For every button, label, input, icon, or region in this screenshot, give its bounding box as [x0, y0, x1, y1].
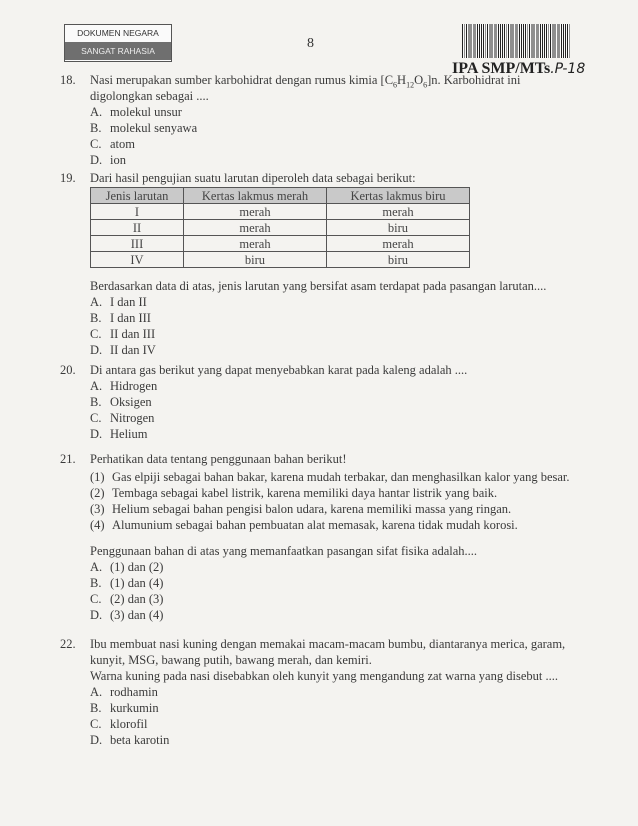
question-20: [60, 362, 570, 442]
option-c[interactable]: C. Nitrogen: [90, 411, 155, 425]
usage-items-list: [90, 469, 570, 533]
table-row: [91, 252, 470, 268]
option-a[interactable]: A. molekul unsur: [90, 105, 182, 119]
question-prompt: Warna kuning pada nasi disebabkan oleh kunyit yang mengandung zat warna yang disebut ....: [90, 669, 558, 683]
option-d[interactable]: D. (3) dan (4): [90, 608, 164, 622]
list-item: (2) Tembaga sebagai kabel listrik, karena memiliki daya hantar listrik yang baik.: [90, 486, 498, 500]
table-cell: biru: [327, 252, 470, 268]
options-list: [90, 559, 570, 623]
exam-code-text: IPA SMP/MTs: [452, 60, 551, 77]
table-cell: merah: [184, 204, 327, 220]
table-cell: merah: [184, 236, 327, 252]
table-cell: II: [91, 220, 184, 236]
table-row: [91, 220, 470, 236]
option-c[interactable]: C. (2) dan (3): [90, 592, 164, 606]
table-cell: IV: [91, 252, 184, 268]
question-stem: Dari hasil pengujian suatu larutan diperoleh data sebagai berikut:: [90, 171, 416, 185]
question-18: [60, 72, 570, 168]
list-item: (1) Gas elpiji sebagai bahan bakar, karena mudah terbakar, dan menghasilkan kalor yang besar.: [90, 470, 570, 484]
option-a[interactable]: A. rodhamin: [90, 685, 158, 699]
question-22: [60, 636, 570, 748]
option-a[interactable]: A. Hidrogen: [90, 379, 158, 393]
list-item: (3) Helium sebagai bahan pengisi balon udara, karena memiliki massa yang ringan.: [90, 502, 512, 516]
option-b[interactable]: B. kurkumin: [90, 701, 159, 715]
table-cell: I: [91, 204, 184, 220]
question-number: 21.: [60, 452, 76, 466]
table-cell: III: [91, 236, 184, 252]
options-list: [90, 294, 570, 358]
barcode-icon: [462, 24, 570, 58]
table-header: Jenis larutan: [91, 188, 184, 204]
options-list: [90, 684, 570, 748]
question-stem: Perhatikan data tentang penggunaan bahan berikut!: [90, 452, 347, 466]
question-stem: Ibu membuat nasi kuning dengan memakai macam-macam bumbu, diantaranya merica, garam, kunyit, MSG, bawang putih, bawang merah, dan kemiri.: [90, 637, 566, 667]
question-19: [60, 170, 570, 358]
question-number: 19.: [60, 171, 76, 185]
option-b[interactable]: B. Oksigen: [90, 395, 152, 409]
option-c[interactable]: C. klorofil: [90, 717, 148, 731]
question-number: 18.: [60, 73, 76, 87]
exam-code-suffix: .P-18: [550, 61, 586, 77]
question-prompt: Berdasarkan data di atas, jenis larutan yang bersifat asam terdapat pada pasangan larutan....: [90, 279, 547, 293]
option-c[interactable]: C. II dan III: [90, 327, 156, 341]
option-d[interactable]: D. Helium: [90, 427, 148, 441]
option-c[interactable]: C. atom: [90, 137, 135, 151]
table-header: Kertas lakmus biru: [327, 188, 470, 204]
options-list: [90, 104, 570, 168]
question-21: [60, 451, 570, 623]
option-a[interactable]: A. (1) dan (2): [90, 560, 164, 574]
options-list: [90, 378, 570, 442]
table-row: [91, 204, 470, 220]
question-prompt: Penggunaan bahan di atas yang memanfaatkan pasangan sifat fisika adalah....: [90, 544, 478, 558]
question-stem: Di antara gas berikut yang dapat menyebabkan karat pada kaleng adalah ....: [90, 363, 468, 377]
table-cell: merah: [184, 220, 327, 236]
document-classification-box: [64, 24, 172, 62]
table-header: Kertas lakmus merah: [184, 188, 327, 204]
table-cell: merah: [327, 236, 470, 252]
page-number: 8: [307, 36, 314, 51]
question-number: 20.: [60, 363, 76, 377]
option-d[interactable]: D. beta karotin: [90, 733, 170, 747]
table-cell: biru: [184, 252, 327, 268]
question-stem: Nasi merupakan sumber karbohidrat dengan rumus kimia $[C_6H_{12}O_6]n$. Karbohidrat ini digolongkan sebagai ....: [90, 73, 521, 103]
table-cell: biru: [327, 220, 470, 236]
list-item: (4) Alumunium sebagai bahan pembuatan alat memasak, karena tidak mudah korosi.: [90, 518, 518, 532]
option-b[interactable]: B. I dan III: [90, 311, 151, 325]
option-d[interactable]: D. ion: [90, 153, 126, 167]
option-d[interactable]: D. II dan IV: [90, 343, 156, 357]
litmus-data-table: [90, 187, 470, 268]
secrecy-label: SANGAT RAHASIA: [65, 42, 171, 60]
question-number: 22.: [60, 637, 76, 651]
option-b[interactable]: B. molekul senyawa: [90, 121, 198, 135]
table-cell: merah: [327, 204, 470, 220]
option-a[interactable]: A. I dan II: [90, 295, 147, 309]
table-row: [91, 236, 470, 252]
doc-label: DOKUMEN NEGARA: [77, 28, 159, 38]
table-header-row: [91, 188, 470, 204]
option-b[interactable]: B. (1) dan (4): [90, 576, 164, 590]
